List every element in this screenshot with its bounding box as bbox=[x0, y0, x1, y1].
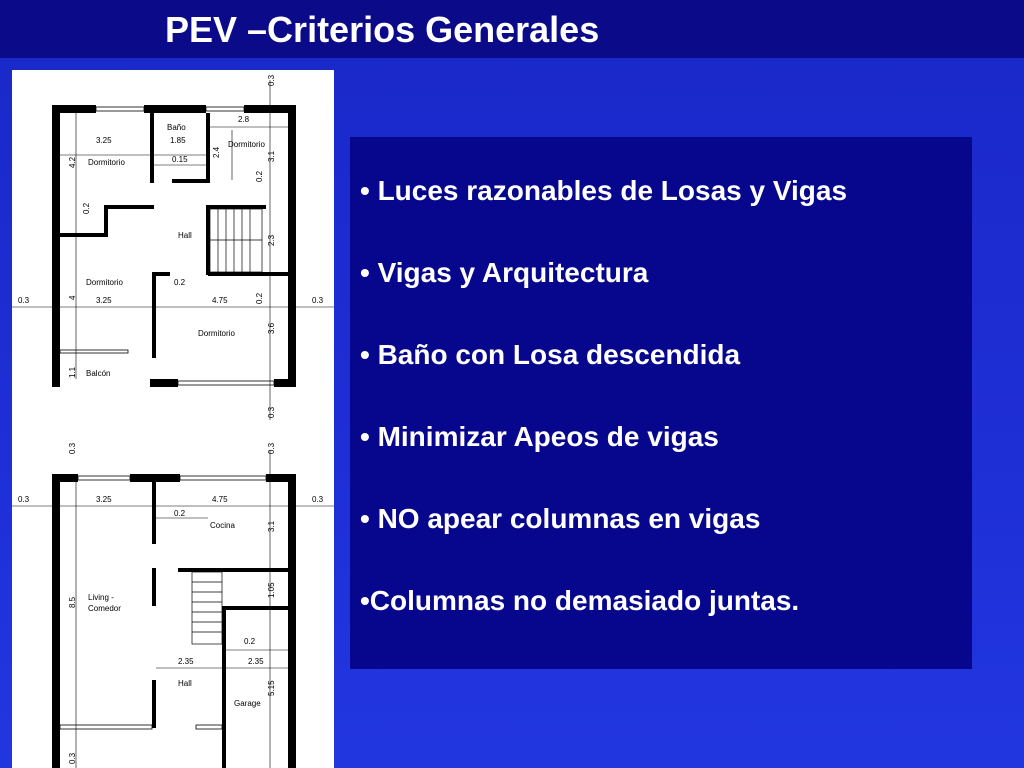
svg-text:Living -: Living - bbox=[88, 593, 114, 602]
svg-text:0.3: 0.3 bbox=[68, 442, 77, 454]
svg-text:Hall: Hall bbox=[178, 231, 192, 240]
bullet-item: • Vigas y Arquitectura bbox=[360, 257, 649, 288]
svg-text:2.3: 2.3 bbox=[267, 234, 276, 246]
bullet-item: • Minimizar Apeos de vigas bbox=[360, 421, 719, 452]
svg-text:0.3: 0.3 bbox=[267, 406, 276, 418]
svg-text:8.5: 8.5 bbox=[68, 596, 77, 608]
svg-text:Cocina: Cocina bbox=[210, 521, 235, 530]
svg-text:Garage: Garage bbox=[234, 699, 261, 708]
svg-text:3.25: 3.25 bbox=[96, 296, 112, 305]
svg-text:0.2: 0.2 bbox=[82, 202, 91, 214]
bullet-item: •Columnas no demasiado juntas. bbox=[360, 585, 800, 616]
svg-text:Baño: Baño bbox=[167, 123, 186, 132]
svg-text:0.2: 0.2 bbox=[255, 170, 264, 182]
svg-text:Dormitorio: Dormitorio bbox=[86, 278, 123, 287]
svg-text:Balcón: Balcón bbox=[86, 369, 111, 378]
criteria-list bbox=[360, 177, 847, 669]
svg-text:0.2: 0.2 bbox=[244, 637, 256, 646]
lower-floor-labels bbox=[18, 442, 324, 764]
svg-text:Hall: Hall bbox=[178, 679, 192, 688]
svg-text:2.4: 2.4 bbox=[212, 146, 221, 158]
svg-text:3.1: 3.1 bbox=[267, 520, 276, 532]
criteria-panel bbox=[350, 137, 972, 669]
svg-text:3.25: 3.25 bbox=[96, 495, 112, 504]
svg-text:1.05: 1.05 bbox=[267, 582, 276, 598]
svg-text:0.3: 0.3 bbox=[312, 495, 324, 504]
svg-text:0.2: 0.2 bbox=[255, 292, 264, 304]
slide-title: PEV –Criterios Generales bbox=[165, 9, 600, 50]
svg-text:5.15: 5.15 bbox=[267, 680, 276, 696]
svg-text:2.35: 2.35 bbox=[248, 657, 264, 666]
svg-text:0.3: 0.3 bbox=[267, 74, 276, 86]
bullet-item: • Baño con Losa descendida bbox=[360, 339, 741, 370]
upper-floor-labels bbox=[18, 74, 324, 418]
svg-text:3.6: 3.6 bbox=[267, 322, 276, 334]
svg-text:0.3: 0.3 bbox=[68, 752, 77, 764]
svg-text:0.2: 0.2 bbox=[174, 509, 186, 518]
svg-text:Dormitorio: Dormitorio bbox=[88, 158, 125, 167]
svg-text:0.3: 0.3 bbox=[267, 442, 276, 454]
svg-text:3.1: 3.1 bbox=[267, 150, 276, 162]
svg-text:0.2: 0.2 bbox=[174, 278, 186, 287]
lower-floor-plan bbox=[12, 450, 334, 768]
svg-text:4.75: 4.75 bbox=[212, 495, 228, 504]
svg-text:0.3: 0.3 bbox=[312, 296, 324, 305]
svg-text:Dormitorio: Dormitorio bbox=[228, 140, 265, 149]
bullet-item: • NO apear columnas en vigas bbox=[360, 503, 761, 534]
svg-text:0.15: 0.15 bbox=[172, 155, 188, 164]
svg-text:2.35: 2.35 bbox=[178, 657, 194, 666]
svg-text:1.85: 1.85 bbox=[170, 136, 186, 145]
svg-text:0.3: 0.3 bbox=[18, 296, 30, 305]
svg-text:Comedor: Comedor bbox=[88, 604, 121, 613]
svg-text:1.1: 1.1 bbox=[68, 366, 77, 378]
svg-text:4.75: 4.75 bbox=[212, 296, 228, 305]
svg-text:2.8: 2.8 bbox=[238, 115, 250, 124]
svg-text:4.2: 4.2 bbox=[68, 156, 77, 168]
floor-plan-drawing bbox=[12, 70, 334, 768]
svg-text:Dormitorio: Dormitorio bbox=[198, 329, 235, 338]
bullet-item: • Luces razonables de Losas y Vigas bbox=[360, 175, 848, 206]
svg-text:0.3: 0.3 bbox=[18, 495, 30, 504]
svg-text:4: 4 bbox=[68, 295, 77, 300]
svg-text:3.25: 3.25 bbox=[96, 136, 112, 145]
